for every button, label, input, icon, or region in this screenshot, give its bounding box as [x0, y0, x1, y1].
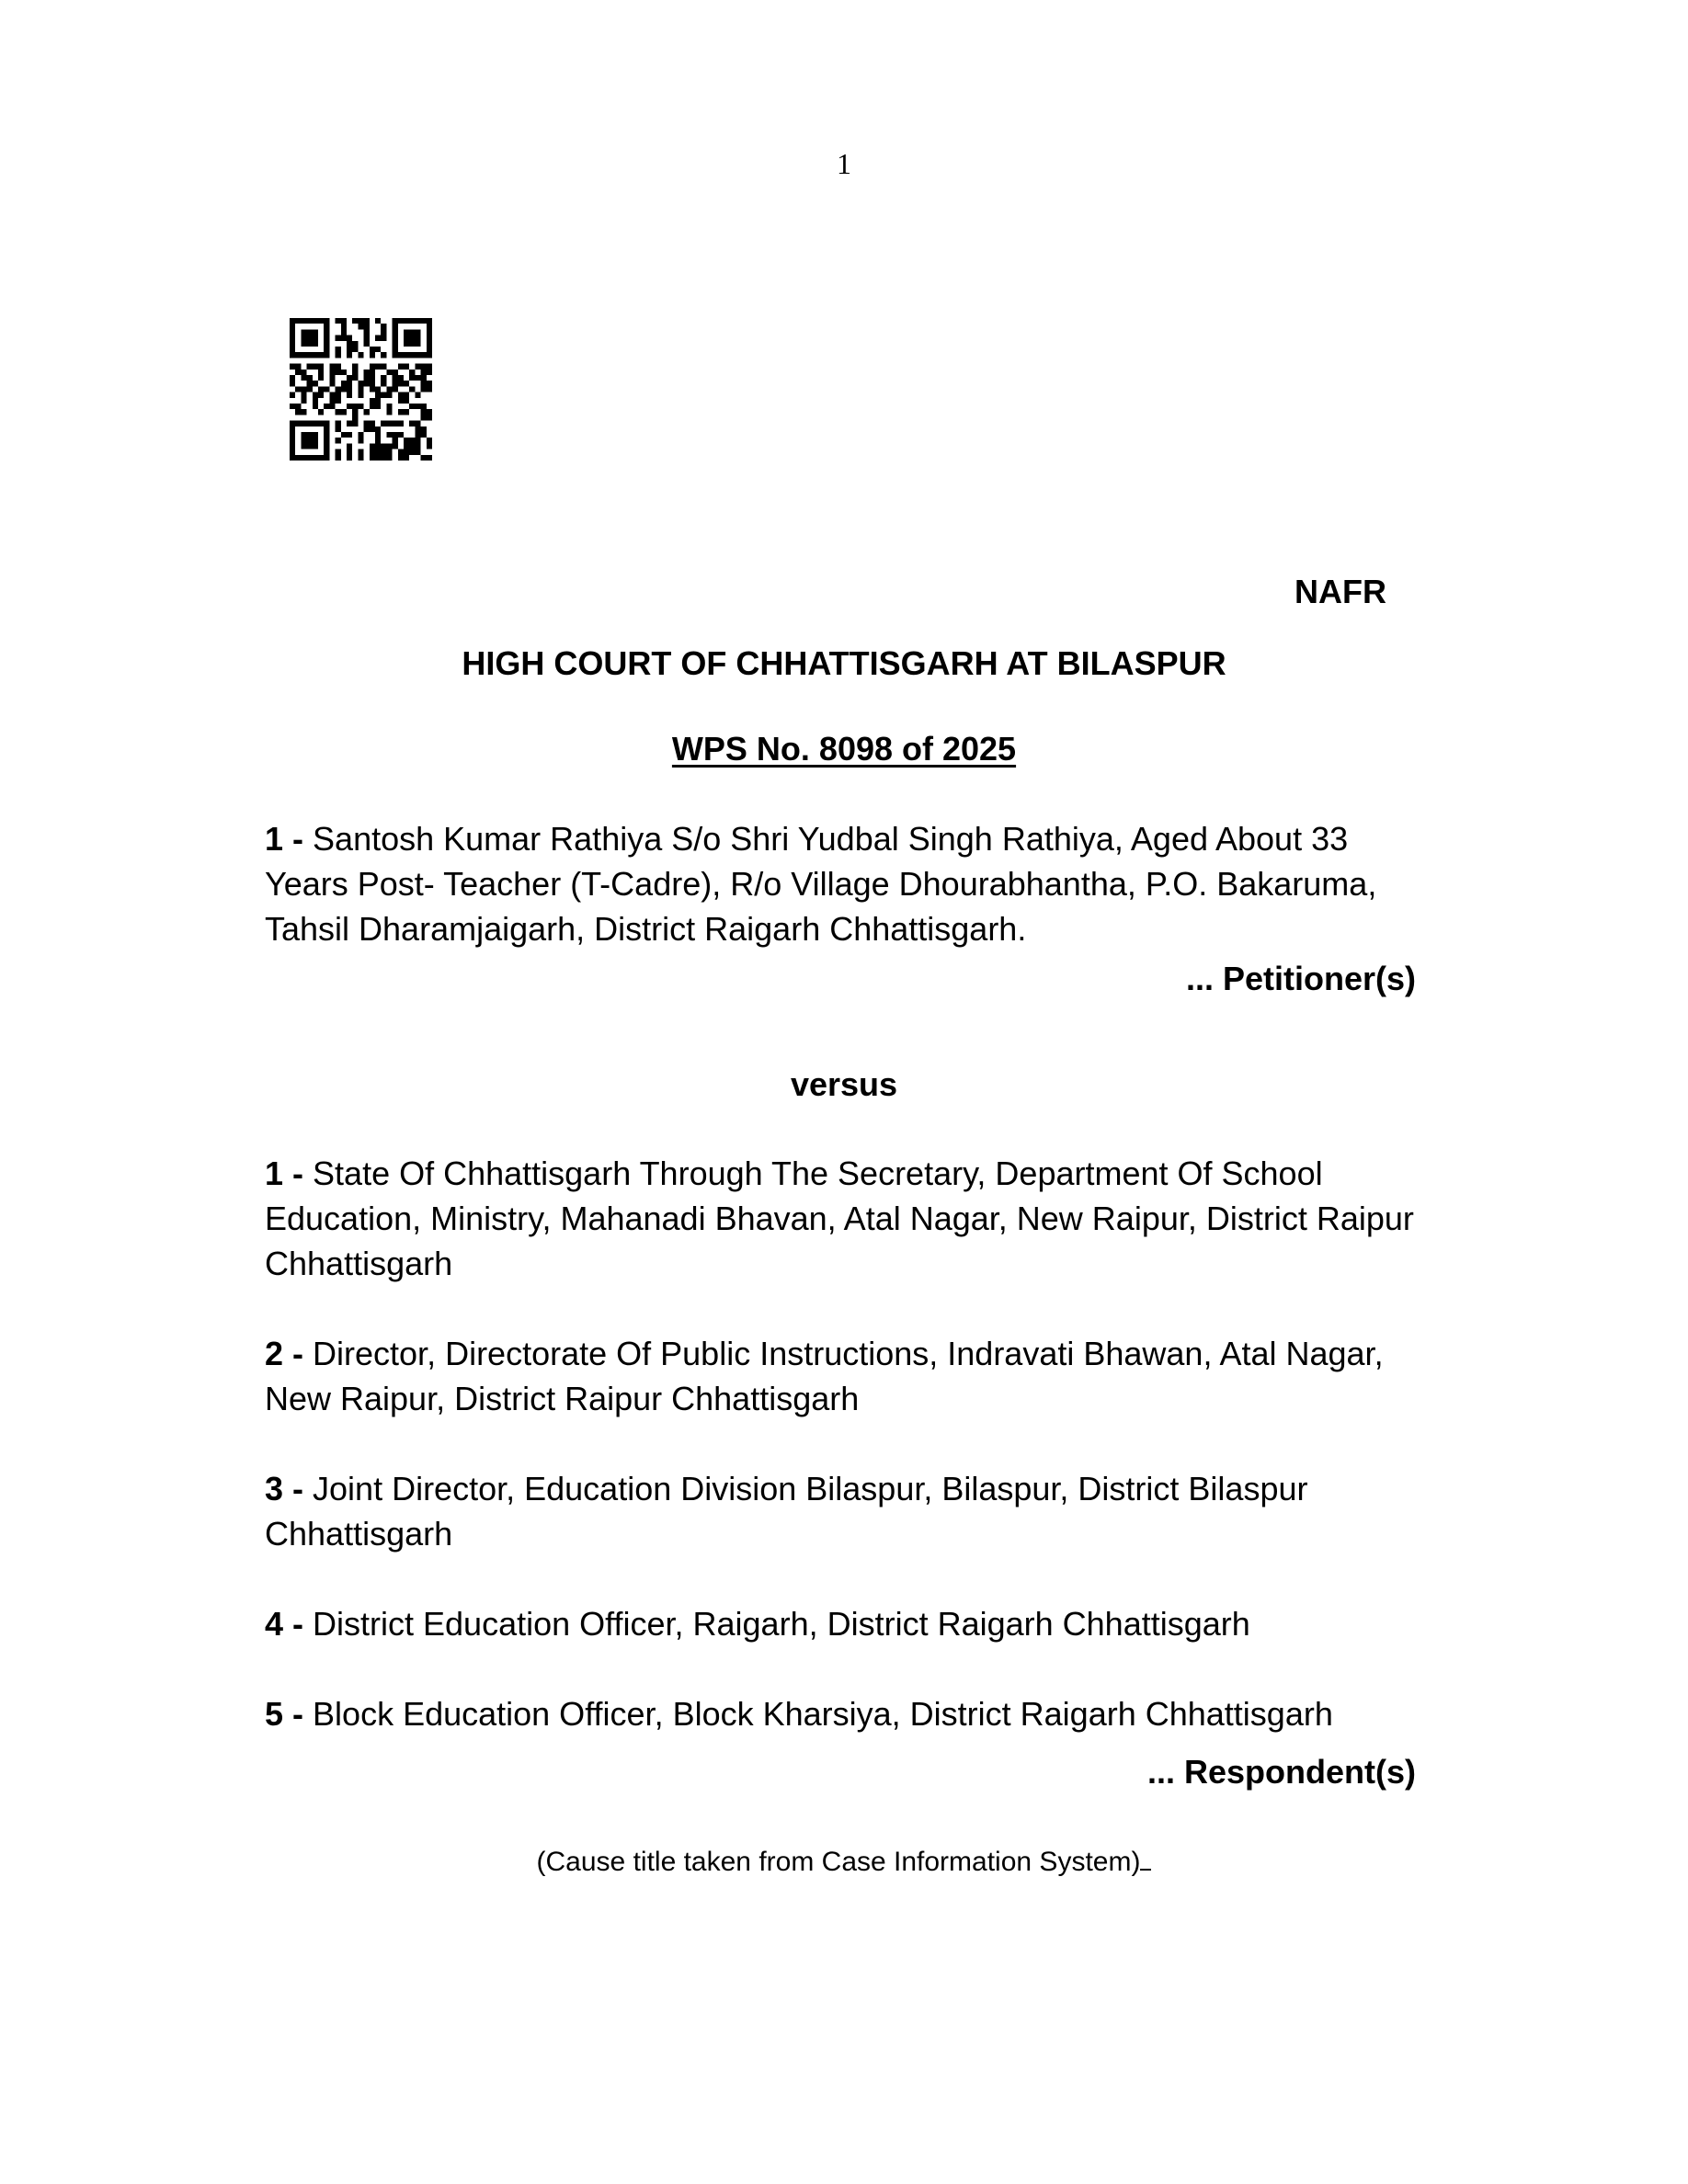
cause-title-note-text: (Cause title taken from Case Information System) — [536, 1847, 1141, 1877]
trailing-underline — [1140, 1868, 1151, 1871]
respondent-text: Block Education Officer, Block Kharsiya, District Raigarh Chhattisgarh — [313, 1695, 1333, 1733]
respondent-text: State Of Chhattisgarh Through The Secretary, Department Of School Education, Ministry, Mahanadi Bhavan, Atal Nagar, New Raipur, District Raipur Chhattisgarh — [265, 1155, 1414, 1282]
respondent-number: 5 - — [265, 1695, 304, 1733]
qr-code-image — [290, 318, 432, 461]
respondent-number: 3 - — [265, 1470, 304, 1507]
petitioner-item — [265, 816, 1423, 951]
respondent-text: Director, Directorate Of Public Instructions, Indravati Bhawan, Atal Nagar, New Raipur, District Raipur Chhattisgarh — [265, 1335, 1384, 1417]
respondent-text: Joint Director, Education Division Bilaspur, Bilaspur, District Bilaspur Chhattisgarh — [265, 1470, 1308, 1553]
respondent-number: 4 - — [265, 1605, 304, 1643]
petitioner-text: Santosh Kumar Rathiya S/o Shri Yudbal Singh Rathiya, Aged About 33 Years Post- Teacher (T-Cadre), R/o Village Dhourabhantha, P.O. Bakaruma, Tahsil Dharamjaigarh, District Raigarh Chhattisgarh. — [265, 820, 1377, 948]
respondent-item — [265, 1151, 1423, 1286]
respondent-item — [265, 1601, 1423, 1646]
respondent-number: 2 - — [265, 1335, 304, 1372]
nafr-label: NAFR — [1295, 573, 1386, 610]
case-number: WPS No. 8098 of 2025 — [671, 730, 1017, 768]
petitioner-number: 1 - — [265, 820, 304, 858]
respondent-item — [265, 1691, 1423, 1736]
respondent-text: District Education Officer, Raigarh, District Raigarh Chhattisgarh — [313, 1605, 1250, 1643]
versus-label: versus — [790, 1065, 898, 1103]
court-name: HIGH COURT OF CHHATTISGARH AT BILASPUR — [462, 644, 1226, 682]
respondent-item — [265, 1331, 1423, 1421]
respondent-number: 1 - — [265, 1155, 304, 1192]
petitioner-label: ... Petitioner(s) — [1185, 960, 1416, 997]
page-number: 1 — [837, 147, 851, 180]
cause-title-note — [0, 1844, 1688, 1881]
respondent-item — [265, 1466, 1423, 1556]
respondent-label: ... Respondent(s) — [1146, 1753, 1416, 1791]
